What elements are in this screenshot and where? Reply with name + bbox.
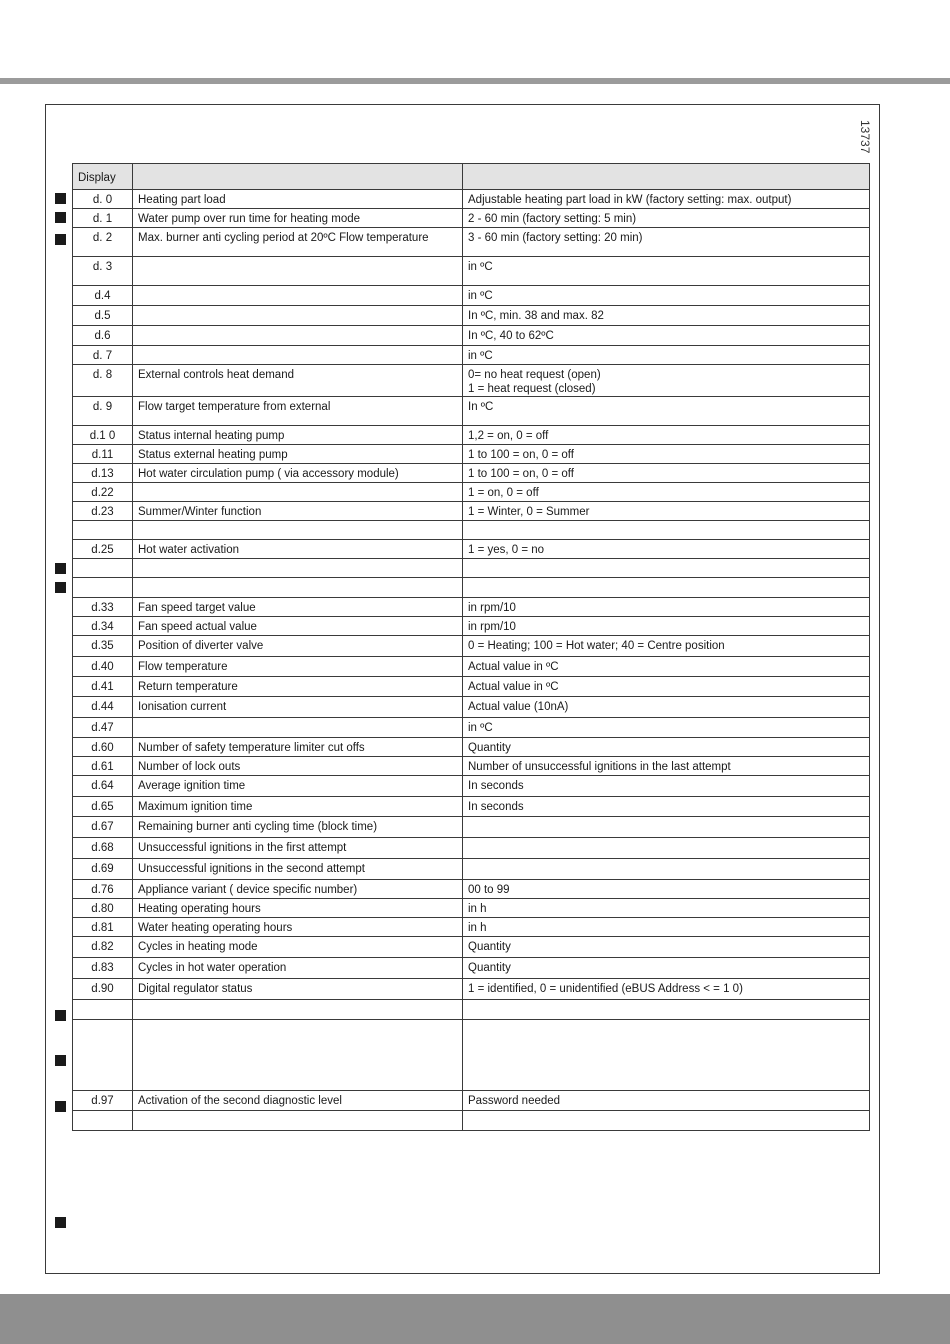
value-cell: 0 = Heating; 100 = Hot water; 40 = Centre position [463, 636, 870, 657]
parameter-cell: Appliance variant ( device specific number) [133, 880, 463, 899]
code-cell: d.47 [73, 718, 133, 738]
figure-reference: 13737 [858, 120, 872, 154]
value-cell: In ºC [463, 397, 870, 426]
table-row [73, 306, 870, 326]
parameter-cell [133, 718, 463, 738]
code-cell: d.90 [73, 979, 133, 1000]
row-marker [55, 1055, 66, 1066]
parameter-cell: Activation of the second diagnostic level [133, 1091, 463, 1111]
value-cell: 1 to 100 = on, 0 = off [463, 445, 870, 464]
table-row [73, 937, 870, 958]
code-cell: d.67 [73, 817, 133, 838]
code-cell: d.22 [73, 483, 133, 502]
code-cell: d.13 [73, 464, 133, 483]
parameter-cell: Fan speed actual value [133, 617, 463, 636]
code-cell [73, 521, 133, 540]
table-row [73, 817, 870, 838]
parameter-cell [133, 578, 463, 598]
table-row [73, 209, 870, 228]
table-row [73, 397, 870, 426]
table-row [73, 838, 870, 859]
code-cell: d.65 [73, 797, 133, 817]
value-cell: Actual value (10nA) [463, 697, 870, 718]
value-cell [463, 1020, 870, 1091]
table-row [73, 636, 870, 657]
code-cell: d.61 [73, 757, 133, 776]
value-cell: Number of unsuccessful ignitions in the last attempt [463, 757, 870, 776]
parameter-cell: Heating part load [133, 190, 463, 209]
parameter-cell: Flow temperature [133, 657, 463, 677]
code-cell: d.69 [73, 859, 133, 880]
code-cell: d.81 [73, 918, 133, 937]
value-cell: in ºC [463, 257, 870, 286]
row-marker [55, 563, 66, 574]
code-cell: d.60 [73, 738, 133, 757]
parameter-cell [133, 521, 463, 540]
code-cell: d. 3 [73, 257, 133, 286]
code-cell: d.82 [73, 937, 133, 958]
diagnostic-codes-table [72, 163, 870, 1131]
value-cell: Actual value in ºC [463, 677, 870, 697]
parameter-cell: Fan speed target value [133, 598, 463, 617]
parameter-cell: Heating operating hours [133, 899, 463, 918]
value-cell: in rpm/10 [463, 598, 870, 617]
header-parameter [133, 164, 463, 190]
value-cell: 1 = identified, 0 = unidentified (eBUS Address < = 1 0) [463, 979, 870, 1000]
value-cell: in ºC [463, 286, 870, 306]
table-row [73, 559, 870, 578]
value-cell [463, 817, 870, 838]
row-marker [55, 1010, 66, 1021]
table-row [73, 1091, 870, 1111]
parameter-cell [133, 1000, 463, 1020]
code-cell: d.41 [73, 677, 133, 697]
code-cell: d. 9 [73, 397, 133, 426]
value-cell: in ºC [463, 718, 870, 738]
table-row [73, 776, 870, 797]
table-row [73, 797, 870, 817]
value-cell [463, 559, 870, 578]
parameter-cell: Position of diverter valve [133, 636, 463, 657]
code-cell: d.64 [73, 776, 133, 797]
value-cell: 0= no heat request (open) 1 = heat request (closed) [463, 365, 870, 397]
parameter-cell: Water heating operating hours [133, 918, 463, 937]
parameter-cell [133, 559, 463, 578]
value-cell: 3 - 60 min (factory setting: 20 min) [463, 228, 870, 257]
parameter-cell: Flow target temperature from external [133, 397, 463, 426]
code-cell: d. 1 [73, 209, 133, 228]
header-value [463, 164, 870, 190]
parameter-cell: Max. burner anti cycling period at 20ºC Flow temperature [133, 228, 463, 257]
table-row [73, 1111, 870, 1131]
code-cell: d.4 [73, 286, 133, 306]
code-cell: d.1 0 [73, 426, 133, 445]
code-cell: d. 8 [73, 365, 133, 397]
value-cell: 00 to 99 [463, 880, 870, 899]
footer-band [0, 1294, 950, 1344]
value-cell: 1 to 100 = on, 0 = off [463, 464, 870, 483]
table-row [73, 521, 870, 540]
value-cell: in h [463, 899, 870, 918]
table-row [73, 918, 870, 937]
parameter-cell: Ionisation current [133, 697, 463, 718]
code-cell: d.25 [73, 540, 133, 559]
parameter-cell: External controls heat demand [133, 365, 463, 397]
table-row [73, 578, 870, 598]
header-display: Display [73, 164, 133, 190]
value-cell: Actual value in ºC [463, 657, 870, 677]
parameter-cell: Return temperature [133, 677, 463, 697]
table-row [73, 859, 870, 880]
parameter-cell: Water pump over run time for heating mode [133, 209, 463, 228]
table-row [73, 697, 870, 718]
code-cell: d.11 [73, 445, 133, 464]
table-row [73, 228, 870, 257]
code-cell: d.83 [73, 958, 133, 979]
value-cell: in ºC [463, 346, 870, 365]
code-cell: d.76 [73, 880, 133, 899]
parameter-cell: Digital regulator status [133, 979, 463, 1000]
value-cell [463, 1111, 870, 1131]
table-row [73, 464, 870, 483]
table-row [73, 426, 870, 445]
table-row [73, 257, 870, 286]
table-row [73, 1020, 870, 1091]
parameter-cell [133, 286, 463, 306]
parameter-cell: Status external heating pump [133, 445, 463, 464]
parameter-cell: Cycles in hot water operation [133, 958, 463, 979]
value-cell: in h [463, 918, 870, 937]
value-cell [463, 578, 870, 598]
parameter-cell: Unsuccessful ignitions in the first attempt [133, 838, 463, 859]
table-row [73, 346, 870, 365]
parameter-cell: Hot water activation [133, 540, 463, 559]
row-marker [55, 212, 66, 223]
row-marker [55, 582, 66, 593]
parameter-cell [133, 1111, 463, 1131]
parameter-cell: Number of lock outs [133, 757, 463, 776]
parameter-cell [133, 257, 463, 286]
parameter-cell: Unsuccessful ignitions in the second attempt [133, 859, 463, 880]
code-cell [73, 559, 133, 578]
value-cell: in rpm/10 [463, 617, 870, 636]
value-cell [463, 1000, 870, 1020]
value-cell: 2 - 60 min (factory setting: 5 min) [463, 209, 870, 228]
table-row [73, 657, 870, 677]
code-cell [73, 1000, 133, 1020]
parameter-cell: Maximum ignition time [133, 797, 463, 817]
parameter-cell: Remaining burner anti cycling time (block time) [133, 817, 463, 838]
parameter-cell [133, 346, 463, 365]
code-cell [73, 1111, 133, 1131]
row-marker [55, 234, 66, 245]
code-cell: d.5 [73, 306, 133, 326]
code-cell: d.97 [73, 1091, 133, 1111]
parameter-cell: Number of safety temperature limiter cut offs [133, 738, 463, 757]
parameter-cell: Average ignition time [133, 776, 463, 797]
value-cell: In ºC, 40 to 62ºC [463, 326, 870, 346]
value-cell [463, 521, 870, 540]
table-row [73, 540, 870, 559]
table-row [73, 718, 870, 738]
code-cell: d.35 [73, 636, 133, 657]
code-cell: d. 0 [73, 190, 133, 209]
table-row [73, 757, 870, 776]
table-row [73, 502, 870, 521]
parameter-cell: Cycles in heating mode [133, 937, 463, 958]
table-row [73, 677, 870, 697]
row-marker [55, 193, 66, 204]
code-cell: d.80 [73, 899, 133, 918]
value-cell: Quantity [463, 958, 870, 979]
value-cell: 1 = Winter, 0 = Summer [463, 502, 870, 521]
parameter-cell [133, 1020, 463, 1091]
table-row [73, 880, 870, 899]
value-cell: In seconds [463, 776, 870, 797]
code-cell: d. 7 [73, 346, 133, 365]
table-row [73, 445, 870, 464]
table-row [73, 617, 870, 636]
table-row [73, 598, 870, 617]
table-row [73, 958, 870, 979]
table-row [73, 365, 870, 397]
code-cell [73, 1020, 133, 1091]
value-cell: In seconds [463, 797, 870, 817]
code-cell: d.68 [73, 838, 133, 859]
parameter-cell [133, 483, 463, 502]
value-cell: Adjustable heating part load in kW (factory setting: max. output) [463, 190, 870, 209]
code-cell: d.34 [73, 617, 133, 636]
code-cell: d.6 [73, 326, 133, 346]
value-cell [463, 859, 870, 880]
table-row [73, 326, 870, 346]
parameter-cell [133, 326, 463, 346]
top-rule [0, 78, 950, 84]
table-header-row [73, 164, 870, 190]
value-cell: Quantity [463, 937, 870, 958]
parameter-cell: Summer/Winter function [133, 502, 463, 521]
code-cell [73, 578, 133, 598]
table-row [73, 738, 870, 757]
value-cell: 1 = yes, 0 = no [463, 540, 870, 559]
parameter-cell [133, 306, 463, 326]
code-cell: d.33 [73, 598, 133, 617]
table-row [73, 286, 870, 306]
parameter-cell: Status internal heating pump [133, 426, 463, 445]
code-cell: d.44 [73, 697, 133, 718]
code-cell: d. 2 [73, 228, 133, 257]
table-row [73, 899, 870, 918]
row-marker [55, 1217, 66, 1228]
value-cell: Password needed [463, 1091, 870, 1111]
table-row [73, 483, 870, 502]
table-body [73, 190, 870, 1131]
parameter-cell: Hot water circulation pump ( via accessory module) [133, 464, 463, 483]
code-cell: d.23 [73, 502, 133, 521]
row-marker [55, 1101, 66, 1112]
value-cell: 1 = on, 0 = off [463, 483, 870, 502]
code-cell: d.40 [73, 657, 133, 677]
value-cell: Quantity [463, 738, 870, 757]
value-cell: In ºC, min. 38 and max. 82 [463, 306, 870, 326]
value-cell [463, 838, 870, 859]
table-row [73, 190, 870, 209]
table-row [73, 1000, 870, 1020]
table-row [73, 979, 870, 1000]
value-cell: 1,2 = on, 0 = off [463, 426, 870, 445]
